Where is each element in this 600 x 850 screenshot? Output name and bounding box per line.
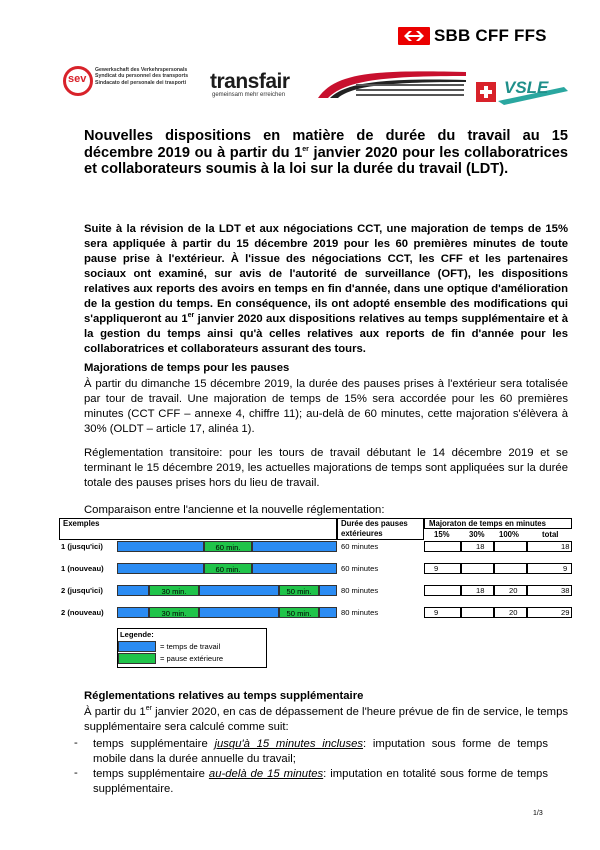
- sev-logo-lines: Gewerkschaft des Verkehrspersonals Syndicat du personnel des transports Sindacato del personale dei trasporti: [95, 67, 189, 86]
- row-label: 2 (nouveau): [61, 608, 104, 617]
- cell-15: [424, 585, 461, 596]
- row-duration: 80 minutes: [341, 586, 379, 595]
- segment-pause: 50 min.: [279, 607, 319, 618]
- row-total: 18: [561, 542, 570, 551]
- overtime-paragraph: À partir du 1er janvier 2020, en cas de dépassement de l'heure prévue de fin de service, le temps supplémentaire sera calculé comme suit:: [84, 705, 568, 733]
- overtime-item-1: temps supplémentaire jusqu'à 15 minutes incluses: imputation sous forme de temps mobile dans la durée annuelle du travail;: [93, 738, 548, 765]
- segment-work: [319, 607, 337, 618]
- segment-work: [117, 563, 204, 574]
- header-100: 100%: [499, 530, 519, 539]
- pauses-paragraph-1: À partir du dimanche 15 décembre 2019, la durée des pauses prises à l'extérieur sera totalisée par tour de travail. Une majoration de temps de 15% sera accordée pour les 60 premières minutes (CCT CFF – annexe 4, chiffre 11); au-delà de 60 minutes, cette majoration s'élèvera à 30% (OLDT – article 17, alinéa 1).: [84, 378, 568, 435]
- row-total: 29: [561, 608, 570, 617]
- cell-15: [424, 563, 461, 574]
- segment-work: [199, 585, 279, 596]
- segment-pause: 60 min.: [204, 563, 252, 574]
- segment-work: [252, 541, 337, 552]
- section-heading-overtime: Réglementations relatives au temps supplémentaire: [84, 690, 364, 702]
- row-label: 2 (jusqu'ici): [61, 586, 103, 595]
- header-30: 30%: [469, 530, 485, 539]
- segment-pause: 50 min.: [279, 585, 319, 596]
- cell-30: [461, 563, 494, 574]
- header-examples-cell: [59, 518, 337, 540]
- vpt-logo-icon: [316, 68, 470, 102]
- intro-paragraph: Suite à la révision de la LDT et aux négociations CCT, une majoration de temps de 15% sera appliquée à partir du 15 décembre 2019 pour les 60 premières minutes de toute pause prise à l'extérieur. À l'issue des négociations CCT, les CFF et les partenaires sociaux ont examiné, sur avis de l'autorité de surveillance (OFT), les dispositions relatives aux reports des avoirs en temps en fin d'année, dans une optique d'amélioration de la gestion du temps. En conséquence, ils ont adopté ensemble des modifications qui s'appliqueront au 1er janvier 2020 aux dispositions relatives au temps supplémentaire et à la gestion du temps ainsi qu'à celles relatives aux reports de fin d'année pour les collaboratrices et collaborateurs assurant des tours.: [84, 223, 568, 355]
- table-legend: [117, 628, 267, 668]
- list-bullet: -: [74, 767, 78, 779]
- sev-logo-text: sev: [68, 73, 87, 85]
- transfair-tagline: gemeinsam mehr erreichen: [212, 92, 286, 98]
- comparison-table: [59, 518, 572, 624]
- row-v30: 18: [476, 542, 485, 551]
- overtime-item-2: temps supplémentaire au-delà de 15 minutes: imputation en totalité sous forme de temps supplémentaire.: [93, 768, 548, 795]
- sbb-logo-text: SBB CFF FFS: [434, 26, 547, 45]
- cell-100: [494, 541, 527, 552]
- segment-pause: 30 min.: [149, 585, 199, 596]
- legend-swatch-pause: [118, 653, 156, 664]
- legend-swatch-work: [118, 641, 156, 652]
- segment-work: [319, 585, 337, 596]
- row-v15: 9: [434, 608, 439, 617]
- segment-work: [117, 541, 204, 552]
- row-label: 1 (jusqu'ici): [61, 542, 103, 551]
- legend-title: Legende:: [120, 630, 154, 639]
- row-total: 38: [561, 586, 570, 595]
- segment-work: [199, 607, 279, 618]
- header-duration: Durée des pauses extérieures: [341, 519, 408, 538]
- row-v100: 20: [509, 608, 518, 617]
- row-v100: 20: [509, 586, 518, 595]
- row-duration: 80 minutes: [341, 608, 379, 617]
- vsle-logo-text: VSLE: [504, 78, 549, 97]
- row-total: 9: [563, 564, 568, 573]
- row-v30: 18: [476, 586, 485, 595]
- header-major: Majoraton de temps en minutes: [429, 519, 546, 528]
- cell-15: [424, 607, 461, 618]
- page-number: 1/3: [533, 810, 543, 817]
- list-bullet: -: [74, 737, 78, 749]
- transfair-logo: transfair: [210, 70, 290, 93]
- legend-pause: = pause extérieure: [160, 654, 224, 663]
- segment-work: [252, 563, 337, 574]
- vsle-logo-icon: [474, 79, 570, 109]
- segment-pause: 30 min.: [149, 607, 199, 618]
- legend-work: = temps de travail: [160, 642, 221, 651]
- segment-pause: 60 min.: [204, 541, 252, 552]
- page-title: Nouvelles dispositions en matière de durée du travail au 15 décembre 2019 ou à partir du 1er janvier 2020 pour les collaboratrices et collaborateurs soumis à la loi sur la durée du travail (LDT).: [84, 128, 569, 178]
- cell-100: [494, 563, 527, 574]
- row-v15: 9: [434, 564, 439, 573]
- row-duration: 60 minutes: [341, 542, 379, 551]
- pauses-paragraph-2: Réglementation transitoire: pour les tours de travail débutant le 14 décembre 2019 et se terminant le 15 décembre 2019, les actuelles majorations de temps sont appliquées sur la durée totale des pauses prises hors du lieu de travail.: [84, 447, 568, 489]
- section-heading-pauses: Majorations de temps pour les pauses: [84, 362, 290, 374]
- header-total: total: [542, 530, 559, 539]
- segment-work: [117, 607, 149, 618]
- cell-15: [424, 541, 461, 552]
- segment-work: [117, 585, 149, 596]
- row-label: 1 (nouveau): [61, 564, 104, 573]
- header-15: 15%: [434, 530, 450, 539]
- sbb-logo-mark: [398, 27, 430, 45]
- comparison-intro: Comparaison entre l'ancienne et la nouvelle réglementation:: [84, 504, 385, 516]
- header-examples: Exemples: [63, 519, 100, 528]
- cell-30: [461, 607, 494, 618]
- row-duration: 60 minutes: [341, 564, 379, 573]
